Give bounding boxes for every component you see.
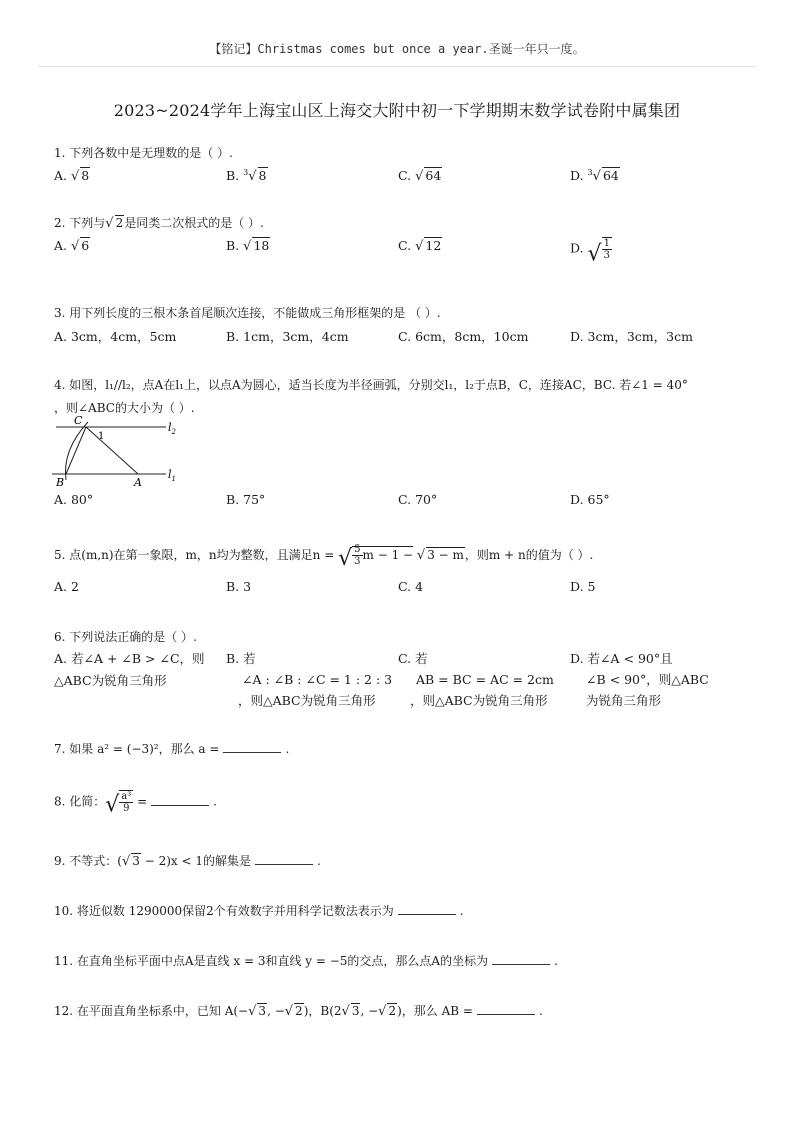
- q5-option-c: C. 4: [398, 579, 424, 594]
- q8-fraction: [119, 790, 133, 814]
- q1-option-c-value: 64: [425, 168, 442, 183]
- q5-option-d: D. 5: [570, 579, 596, 594]
- q4-label-l1: $l_1$: [168, 468, 176, 483]
- q1-option-c-label: C.: [398, 168, 412, 183]
- q6-option-c-line-3: ，则△ABC为锐角三角形: [410, 693, 548, 708]
- q5-radical-1: [352, 544, 414, 567]
- question-3-stem: 3. 用下列长度的三根木条首尾顺次连接，不能做成三角形框架的是 （ ）.: [54, 306, 441, 320]
- q6-option-d-line-1: D. 若∠A < 90°且: [570, 651, 673, 666]
- q2-option-a-value: 6: [81, 238, 90, 253]
- q2-option-d-label: D.: [570, 240, 584, 256]
- q12-text-m2: )，B(2: [303, 1004, 342, 1018]
- q6-option-a-line-1: A. 若∠A + ∠B > ∠C，则: [54, 651, 205, 666]
- q4-label-angle-1: 1: [98, 431, 105, 442]
- q4-option-d: D. 65°: [570, 492, 610, 507]
- question-6: [54, 628, 197, 645]
- q12-text-m1: , −: [267, 1004, 285, 1018]
- q2-stem-radicand: 2: [115, 216, 124, 230]
- question-2-stem: 2. 下列与√ 2是同类二次根式的是（ ）.: [54, 216, 264, 231]
- question-8: 8. 化简：√ $\frac{\text{a³}}{9}$ = .: [54, 791, 217, 818]
- question-2: [54, 214, 744, 267]
- q7-period: .: [285, 742, 290, 756]
- q10-answer-blank[interactable]: [398, 902, 456, 915]
- q2-option-b: B. √ 18: [226, 238, 270, 254]
- q8-answer-blank[interactable]: [151, 793, 209, 806]
- q12-text-m3: , −: [360, 1004, 379, 1018]
- q4-label-c: C: [74, 414, 83, 427]
- q5-option-b: B. 3: [226, 579, 252, 594]
- q9-radicand: 3: [132, 854, 140, 868]
- q4-option-b: B. 75°: [226, 492, 266, 507]
- page-title: 2023~2024学年上海宝山区上海交大附中初一下学期期末数学试卷附中属集团: [113, 101, 681, 120]
- q2-option-d-denominator: 3: [603, 250, 610, 261]
- q4-label-a: A: [134, 476, 142, 489]
- q8-text: 8. 化简：: [54, 794, 106, 809]
- header-divider: [38, 66, 756, 67]
- q6-option-b-line-1: B. 若: [226, 651, 256, 666]
- question-5: [54, 544, 744, 599]
- q2-option-a: A. √ 6: [54, 238, 90, 254]
- q12-radicand-4: 2: [388, 1004, 397, 1018]
- q8-period: .: [213, 794, 217, 809]
- q1-option-a: A. √ 8: [54, 168, 90, 184]
- q2-option-b-value: 18: [253, 238, 270, 253]
- header-motto: 【铭记】Christmas comes but once a year.圣诞一年只一度。: [209, 42, 585, 56]
- q5-radical-2: 3 − m: [427, 548, 464, 562]
- q2-stem-post: 是同类二次根式的是（ ）.: [124, 216, 264, 230]
- q6-option-d-line-3: 为锐角三角形: [586, 693, 662, 708]
- q6-option-b: [226, 648, 392, 711]
- q1-option-b-value: 8: [258, 168, 267, 183]
- question-3: [54, 304, 744, 347]
- q5-radical-1-tail: m − 1 −: [362, 548, 414, 562]
- q4-figure: [50, 412, 190, 490]
- q12-text-m4: )，那么 AB =: [397, 1004, 473, 1018]
- q11-period: .: [554, 954, 558, 968]
- q6-options: [54, 648, 754, 712]
- q5-fraction: [352, 544, 362, 567]
- q5-fraction-numerator: 5: [354, 544, 361, 555]
- q1-option-a-label: A.: [54, 168, 68, 183]
- question-4-stem-line-1: 4. 如图，l₁//l₂，点A在l₁上，以点A为圆心，适当长度为半径画弧，分别交l₁，l₂于点B，C，连接AC，BC. 若∠1 = 40°: [54, 378, 688, 392]
- q2-option-c-value: 12: [425, 238, 442, 253]
- q2-option-d-numerator: 1: [603, 238, 610, 249]
- q2-option-d: D. √ $\frac{1}{3}$: [570, 238, 610, 267]
- q12-answer-blank[interactable]: [477, 1002, 535, 1015]
- q9-text-mid: − 2)x < 1的解集是: [140, 854, 251, 868]
- q1-option-d-index: 3: [587, 167, 593, 177]
- question-4-options: [54, 492, 744, 512]
- q1-option-b-index: 3: [243, 167, 249, 177]
- question-1: [54, 144, 744, 187]
- question-9: 9. 不等式：(√ 3 − 2)x < 1的解集是 .: [54, 854, 321, 869]
- q3-option-b: B. 1cm，3cm，4cm: [226, 329, 349, 344]
- q9-text-pre: 9. 不等式：(: [54, 854, 122, 868]
- question-12: 12. 在平面直角坐标系中，已知 A(−√ 3, −√ 2)，B(2√ 3, −√ 2)，那么 AB = .: [54, 1004, 543, 1019]
- q12-period: .: [538, 1004, 543, 1018]
- q1-option-d: D. $^3$√ 64: [570, 167, 619, 184]
- q1-option-b-label: B.: [226, 168, 240, 183]
- q1-option-b: B. $^3$√ 8: [226, 167, 267, 184]
- q4-label-l2: $l_2$: [168, 421, 176, 436]
- q4-segment-ac: [86, 427, 138, 474]
- q1-option-a-value: 8: [81, 168, 90, 183]
- q2-option-a-label: A.: [54, 238, 68, 253]
- q6-option-c: [398, 648, 554, 711]
- q3-option-d: D. 3cm，3cm，3cm: [570, 329, 693, 344]
- q2-option-d-fraction: [602, 237, 612, 261]
- q6-option-c-line-1: C. 若: [398, 651, 428, 666]
- q4-label-b: B: [56, 476, 65, 489]
- question-5-stem: 5. 点(m,n)在第一象限，m，n均为整数，且满足n = √ $\frac{5}{3}$ m − 1 − √ 3 − m，则m + n的值为（ ）.: [54, 544, 594, 571]
- q5-stem-post: ，则m + n的值为（ ）.: [464, 548, 594, 562]
- q6-option-d: [570, 648, 709, 711]
- q6-option-a-line-2: △ABC为锐角三角形: [54, 673, 167, 688]
- q1-option-c: C. √ 64: [398, 168, 442, 184]
- q3-option-c: C. 6cm，8cm，10cm: [398, 329, 529, 344]
- q12-radicand-1: 3: [258, 1004, 267, 1018]
- q2-stem-pre: 2. 下列与: [54, 216, 106, 230]
- q6-option-b-line-3: ，则△ABC为锐角三角形: [238, 693, 376, 708]
- question-4: [54, 376, 688, 416]
- question-6-stem: 6. 下列说法正确的是（ ）.: [54, 630, 197, 644]
- q9-period: .: [316, 854, 321, 868]
- q8-numerator: a³: [121, 791, 132, 802]
- q11-answer-blank[interactable]: [492, 952, 550, 965]
- q4-option-a: A. 80°: [54, 492, 94, 507]
- q5-stem-pre: 5. 点(m,n)在第一象限，m，n均为整数，且满足n =: [54, 548, 335, 562]
- q7-text: 7. 如果 a² = (−3)²，那么 a =: [54, 742, 220, 756]
- question-11: [54, 952, 558, 969]
- q1-option-d-value: 64: [602, 168, 619, 183]
- question-4-stem-line-2: ，则∠ABC的大小为（ ）.: [54, 401, 195, 415]
- q11-text: 11. 在直角坐标平面中点A是直线 x = 3和直线 y = −5的交点，那么点A的坐标为: [54, 954, 489, 968]
- q1-option-d-label: D.: [570, 168, 584, 183]
- q6-option-c-line-2: AB = BC = AC = 2cm: [416, 672, 554, 687]
- q8-equals: =: [137, 794, 148, 809]
- question-1-stem: 1. 下列各数中是无理数的是（ ）.: [54, 146, 233, 160]
- q10-text: 10. 将近似数 1290000保留2个有效数字并用科学记数法表示为: [54, 904, 394, 918]
- q10-period: .: [459, 904, 464, 918]
- q12-radicand-3: 3: [351, 1004, 360, 1018]
- q6-option-a: [54, 648, 205, 692]
- q6-option-b-line-2: ∠A : ∠B : ∠C = 1 : 2 : 3: [242, 672, 393, 687]
- q12-radicand-2: 2: [295, 1004, 303, 1018]
- q5-fraction-denominator: 3: [354, 556, 361, 567]
- q2-option-c-label: C.: [398, 238, 412, 253]
- q8-denominator: 9: [123, 803, 130, 814]
- q12-text-pre: 12. 在平面直角坐标系中，已知 A(−: [54, 1004, 249, 1018]
- q9-answer-blank[interactable]: [255, 852, 313, 865]
- q5-option-a: A. 2: [54, 579, 79, 594]
- q2-option-b-label: B.: [226, 238, 240, 253]
- q4-option-c: C. 70°: [398, 492, 438, 507]
- question-10: [54, 902, 464, 919]
- q3-option-a: A. 3cm，4cm，5cm: [54, 329, 177, 344]
- q6-option-d-line-2: ∠B < 90°，则△ABC: [586, 672, 709, 687]
- q2-option-c: C. √ 12: [398, 238, 442, 254]
- q7-answer-blank[interactable]: [223, 740, 281, 753]
- question-7: [54, 740, 289, 757]
